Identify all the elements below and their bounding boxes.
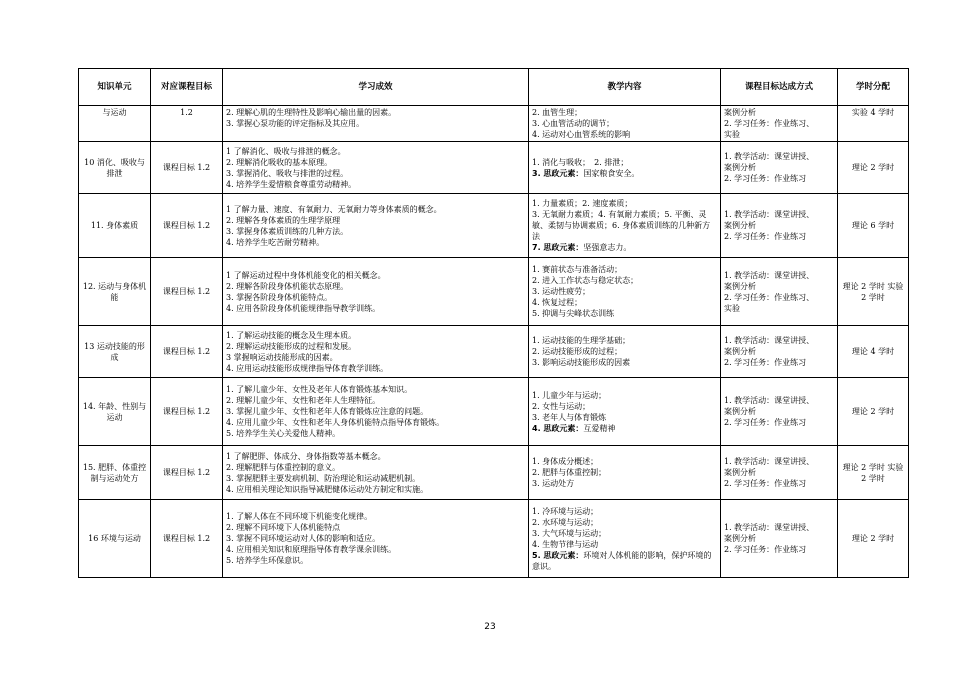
- cell-content: [529, 106, 721, 142]
- cell-method: [721, 446, 838, 500]
- cell-content-line: 3. 运动处方: [532, 479, 575, 488]
- cell-content-line: 4. 运动对心血管系统的影响: [532, 130, 631, 139]
- cell-outcome-line: 4. 应用运动技能形成规律指导体育教学训练。: [226, 363, 389, 373]
- cell-content-line: 1. 儿童少年与运动；: [532, 390, 607, 400]
- table-row: [79, 378, 909, 446]
- cell-outcome-line: 1. 了解人体在不同环境下机能变化规律。: [226, 512, 373, 521]
- cell-unit: 15. 肥胖、体重控制与运动处方: [79, 446, 151, 500]
- cell-outcome-line: 4. 应用各阶段身体机能规律指导教学训练。: [226, 303, 381, 313]
- cell-goal: 课程目标 1.2: [151, 446, 223, 500]
- cell-content-line: 2. 血管生理；: [532, 108, 583, 117]
- cell-content-line: 1. 消化与吸收； 2. 排泄；: [532, 157, 629, 167]
- cell-outcome-line: 4. 应用相关知识和原理指导体育教学课余训练。: [226, 545, 397, 554]
- cell-unit: 10 消化、吸收与排泄: [79, 142, 151, 194]
- cell-method: [721, 106, 838, 142]
- cell-goal: 课程目标 1.2: [151, 194, 223, 258]
- cell-hours: 理论 6 学时: [838, 194, 909, 258]
- cell-content-line: 1. 力量素质；2. 速度素质；: [532, 199, 633, 208]
- table-row: [79, 326, 909, 378]
- cell-hours: 理论 2 学时 实验 2 学时: [838, 446, 909, 500]
- cell-outcome: [223, 326, 529, 378]
- cell-content-line: 3. 大气环境与运动；: [532, 528, 607, 538]
- cell-content: [529, 194, 721, 258]
- cell-method: [721, 378, 838, 446]
- cell-content-line: 2. 运动技能形成的过程；: [532, 347, 623, 356]
- cell-content-line: 5. 抑调与尖峰状态训练: [532, 309, 615, 318]
- cell-goal: 课程目标 1.2: [151, 258, 223, 326]
- cell-method-line: 案例分析: [724, 347, 756, 356]
- cell-method-line: 案例分析: [724, 163, 756, 172]
- header-goal: 对应课程目标: [151, 69, 223, 106]
- page-number: 23: [484, 622, 496, 632]
- cell-method-line: 实验: [724, 303, 740, 313]
- table-body: [79, 106, 909, 578]
- cell-method-line: 2. 学习任务：作业练习: [724, 174, 807, 183]
- cell-outcome: [223, 500, 529, 578]
- cell-outcome: [223, 106, 529, 142]
- cell-outcome: [223, 142, 529, 194]
- cell-hours: 理论 2 学时: [838, 378, 909, 446]
- cell-outcome-line: 2. 理解心肌的生理特性及影响心输出量的因素。: [226, 108, 397, 117]
- cell-method-line: 2. 学习任务：作业练习、: [724, 119, 815, 128]
- cell-goal: 1.2: [151, 106, 223, 142]
- cell-content: [529, 258, 721, 326]
- cell-outcome-line: 4. 应用相关理论知识指导减肥健体运动处方制定和实施。: [226, 484, 429, 494]
- cell-method-line: 案例分析: [724, 281, 756, 291]
- cell-outcome-line: 4. 培养学生爱惜粮食尊重劳动精神。: [226, 179, 357, 189]
- header-outcome: 学习成效: [223, 69, 529, 106]
- cell-method: [721, 500, 838, 578]
- cell-outcome-line: 2. 理解运动技能形成的过程和发展。: [226, 341, 357, 351]
- cell-content: [529, 378, 721, 446]
- table-row: [79, 194, 909, 258]
- cell-method-line: 1. 教学活动：课堂讲授、: [724, 396, 815, 405]
- cell-hours: 实验 4 学时: [838, 106, 909, 142]
- cell-outcome-line: 4. 应用儿童少年、女性和老年人身体机能特点指导体育锻炼。: [226, 418, 445, 427]
- cell-content-line: 4. 生物节律与运动: [532, 539, 599, 549]
- cell-outcome: [223, 194, 529, 258]
- cell-method-line: 1. 教学活动：课堂讲授、: [724, 270, 815, 280]
- table-row: [79, 258, 909, 326]
- cell-content-line: 3. 影响运动技能形成的因素: [532, 358, 631, 367]
- cell-outcome-line: 1 了解力量、速度、有氧耐力、无氧耐力等身体素质的概念。: [226, 204, 442, 214]
- cell-content-line: 3. 思政元素：国家粮食安全。: [532, 168, 640, 178]
- cell-method-line: 2. 学习任务：作业练习: [724, 479, 807, 488]
- cell-unit: 13 运动技能的形成: [79, 326, 151, 378]
- cell-outcome-line: 2. 理解儿童少年、女性和老年人生理特征。: [226, 396, 381, 405]
- cell-content: [529, 326, 721, 378]
- cell-method-line: 案例分析: [724, 468, 756, 477]
- cell-unit: 16 环境与运动: [79, 500, 151, 578]
- cell-outcome-line: 5. 培养学生环保意识。: [226, 556, 309, 565]
- cell-outcome-line: 1. 了解儿童少年、女性及老年人体育锻炼基本知识。: [226, 385, 413, 394]
- cell-method: [721, 326, 838, 378]
- cell-method-line: 2. 学习任务：作业练习: [724, 418, 807, 427]
- cell-outcome-line: 1 了解肥胖、体成分、身体指数等基本概念。: [226, 451, 386, 461]
- header-method: 课程目标达成方式: [721, 69, 838, 106]
- cell-content-line: 2. 女性与运动；: [532, 401, 591, 411]
- cell-outcome-line: 3. 掌握身体素质训练的几种方法。: [226, 226, 349, 236]
- header-hours: 学时分配: [838, 69, 909, 106]
- cell-method: [721, 142, 838, 194]
- cell-goal: 课程目标 1.2: [151, 500, 223, 578]
- cell-content-line: 1. 运动技能的生理学基础；: [532, 336, 631, 345]
- cell-method-line: 案例分析: [724, 221, 756, 230]
- cell-content-line: 1. 身体成分概述；: [532, 457, 599, 466]
- cell-content-line: 1. 冷环境与运动；: [532, 506, 599, 516]
- cell-content-line: 3. 无氧耐力素质；4. 有氧耐力素质；5. 平衡、灵敏、柔韧与协调素质；6. 身体素质训练的几种新方法: [532, 210, 711, 241]
- cell-outcome: [223, 258, 529, 326]
- cell-method-line: 1. 教学活动：课堂讲授、: [724, 210, 815, 219]
- cell-unit: 12. 运动与身体机能: [79, 258, 151, 326]
- cell-outcome-line: 2. 理解各身体素质的生理学原理: [226, 215, 341, 225]
- cell-content-line: 5. 思政元素：环境对人体机能的影响，保护环境的意识。: [532, 550, 712, 571]
- cell-goal: 课程目标 1.2: [151, 378, 223, 446]
- table-row: [79, 446, 909, 500]
- cell-outcome-line: 3. 掌握肥胖主要发病机制、防治理论和运动减肥机制。: [226, 473, 421, 483]
- syllabus-table: [78, 68, 909, 578]
- cell-outcome-line: 3. 掌握儿童少年、女性和老年人体育锻炼应注意的问题。: [226, 407, 429, 416]
- cell-content: [529, 142, 721, 194]
- cell-outcome: [223, 378, 529, 446]
- header-content: 教学内容: [529, 69, 721, 106]
- cell-content-line: 2. 水环境与运动；: [532, 517, 599, 527]
- cell-content: [529, 500, 721, 578]
- cell-unit: 11. 身体素质: [79, 194, 151, 258]
- cell-outcome-line: 2. 理解各阶段身体机能状态原理。: [226, 281, 349, 291]
- cell-method-line: 案例分析: [724, 534, 756, 543]
- cell-outcome-line: 2. 理解消化吸收的基本原理。: [226, 157, 333, 167]
- cell-outcome-line: 4. 培养学生吃苦耐劳精神。: [226, 237, 325, 247]
- cell-method-line: 2. 学习任务：作业练习、: [724, 292, 815, 302]
- table-row: [79, 142, 909, 194]
- cell-method: [721, 258, 838, 326]
- cell-content-line: 4. 恢复过程；: [532, 298, 583, 307]
- cell-outcome-line: 1 了解消化、吸收与排泄的概念。: [226, 146, 346, 156]
- cell-outcome-line: 3. 掌握消化、吸收与排泄的过程。: [226, 168, 349, 178]
- cell-content-line: 2. 进入工作状态与稳定状态；: [532, 276, 639, 285]
- cell-method-line: 1. 教学活动：课堂讲授、: [724, 152, 815, 161]
- cell-outcome-line: 2. 理解肥胖与体重控制的意义。: [226, 462, 341, 472]
- cell-outcome-line: 2. 理解不同环境下人体机能特点: [226, 523, 341, 532]
- cell-content-line: 4. 思政元素：互爱精神: [532, 423, 616, 433]
- cell-outcome-line: 3. 掌握不同环境运动对人体的影响和适应。: [226, 534, 381, 543]
- cell-outcome-line: 3. 掌握心泵功能的评定指标及其应用。: [226, 119, 365, 128]
- cell-content-line: 7. 思政元素：坚强意志力。: [532, 243, 632, 252]
- cell-method-line: 1. 教学活动：课堂讲授、: [724, 523, 815, 532]
- cell-content-line: 3. 心血管活动的调节；: [532, 119, 615, 128]
- cell-goal: 课程目标 1.2: [151, 326, 223, 378]
- cell-unit: 14. 年龄、性别与运动: [79, 378, 151, 446]
- cell-content-line: 2. 肥胖与体重控制；: [532, 468, 607, 477]
- header-unit: 知识单元: [79, 69, 151, 106]
- cell-outcome-line: 5. 培养学生关心关爱他人精神。: [226, 429, 341, 438]
- cell-method-line: 2. 学习任务：作业练习: [724, 358, 807, 367]
- table-row: [79, 106, 909, 142]
- cell-outcome-line: 1. 了解运动技能的概念及生理本质。: [226, 330, 357, 340]
- cell-hours: 理论 2 学时: [838, 142, 909, 194]
- cell-outcome: [223, 446, 529, 500]
- cell-method-line: 案例分析: [724, 407, 756, 416]
- table-header-row: [79, 69, 909, 106]
- cell-content-line: 3. 运动性疲劳；: [532, 287, 591, 296]
- cell-method: [721, 194, 838, 258]
- cell-method-line: 1. 教学活动：课堂讲授、: [724, 336, 815, 345]
- cell-outcome-line: 3. 掌握各阶段身体机能特点。: [226, 292, 333, 302]
- cell-hours: 理论 2 学时: [838, 500, 909, 578]
- cell-goal: 课程目标 1.2: [151, 142, 223, 194]
- cell-method-line: 案例分析: [724, 108, 756, 117]
- cell-unit: 与运动: [79, 106, 151, 142]
- cell-content-line: 3. 老年人与体育锻炼: [532, 412, 607, 422]
- cell-hours: 理论 2 学时 实验 2 学时: [838, 258, 909, 326]
- cell-hours: 理论 4 学时: [838, 326, 909, 378]
- cell-method-line: 1. 教学活动：课堂讲授、: [724, 457, 815, 466]
- cell-method-line: 实验: [724, 130, 740, 139]
- cell-outcome-line: 3 掌握响运动技能形成的因素。: [226, 352, 338, 362]
- table-row: [79, 500, 909, 578]
- cell-outcome-line: 1 了解运动过程中身体机能变化的相关概念。: [226, 270, 386, 280]
- cell-method-line: 2. 学习任务：作业练习: [724, 232, 807, 241]
- cell-content: [529, 446, 721, 500]
- cell-content-line: 1. 赛前状态与准备活动；: [532, 265, 623, 274]
- cell-method-line: 2. 学习任务：作业练习: [724, 545, 807, 554]
